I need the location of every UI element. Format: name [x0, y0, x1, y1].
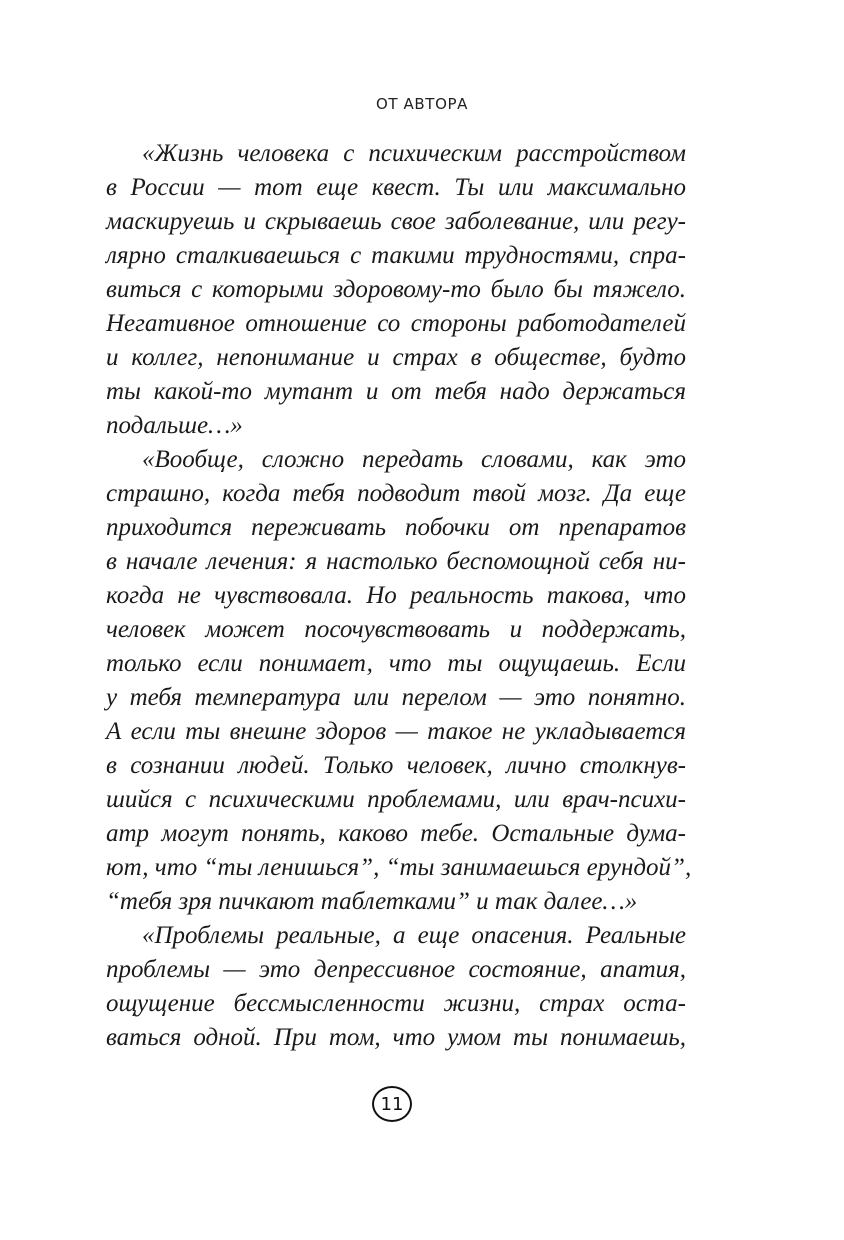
text-line: в сознании людей. Только человек, лично столкнув-	[106, 752, 686, 779]
text-line: виться с которыми здоровому-то было бы тяжело.	[106, 276, 686, 303]
text-line: когда не чувствовала. Но реальность такова, что	[106, 582, 686, 609]
text-line: атр могут понять, каково тебе. Остальные дума-	[106, 820, 686, 847]
text-line: только если понимает, что ты ощущаешь. Если	[106, 650, 686, 677]
running-head: ОТ АВТОРА	[376, 95, 468, 113]
text-line: шийся с психическими проблемами, или врач-психи-	[106, 786, 686, 813]
text-line: «Вообще, сложно передать словами, как это	[142, 446, 686, 473]
text-line: «Проблемы реальные, а еще опасения. Реальные	[142, 922, 686, 949]
text-line: маскируешь и скрываешь свое заболевание, или регу-	[106, 208, 686, 235]
text-line: “тебя зря пичкают таблетками” и так далее…»	[106, 888, 638, 915]
text-line: проблемы — это депрессивное состояние, апатия,	[106, 956, 686, 983]
body-text	[106, 137, 692, 1055]
text-line: ощущение бессмысленности жизни, страх оста-	[106, 990, 686, 1017]
text-line: лярно сталкиваешься с такими трудностями, спра-	[106, 242, 686, 269]
text-line: ты какой-то мутант и от тебя надо держаться	[106, 378, 686, 405]
text-line: «Жизнь человека с психическим расстройством	[142, 140, 686, 167]
text-line: ваться одной. При том, что умом ты понимаешь,	[106, 1024, 686, 1051]
text-line: страшно, когда тебя подводит твой мозг. Да еще	[106, 480, 686, 507]
page-number: 11	[372, 1086, 412, 1122]
text-line: в начале лечения: я настолько беспомощной себя ни-	[106, 548, 686, 575]
text-line: и коллег, непонимание и страх в обществе, будто	[106, 344, 686, 371]
text-line: у тебя температура или перелом — это понятно.	[106, 684, 686, 711]
text-line: приходится переживать побочки от препаратов	[106, 514, 686, 541]
text-line: ют, что “ты ленишься”, “ты занимаешься ерундой”,	[106, 854, 692, 881]
text-line: подальше…»	[106, 412, 243, 439]
text-line: человек может посочувствовать и поддержать,	[106, 616, 686, 643]
text-line: в России — тот еще квест. Ты или максимально	[106, 174, 686, 201]
text-line: Негативное отношение со стороны работодателей	[106, 310, 686, 337]
text-line: А если ты внешне здоров — такое не укладывается	[106, 718, 686, 745]
